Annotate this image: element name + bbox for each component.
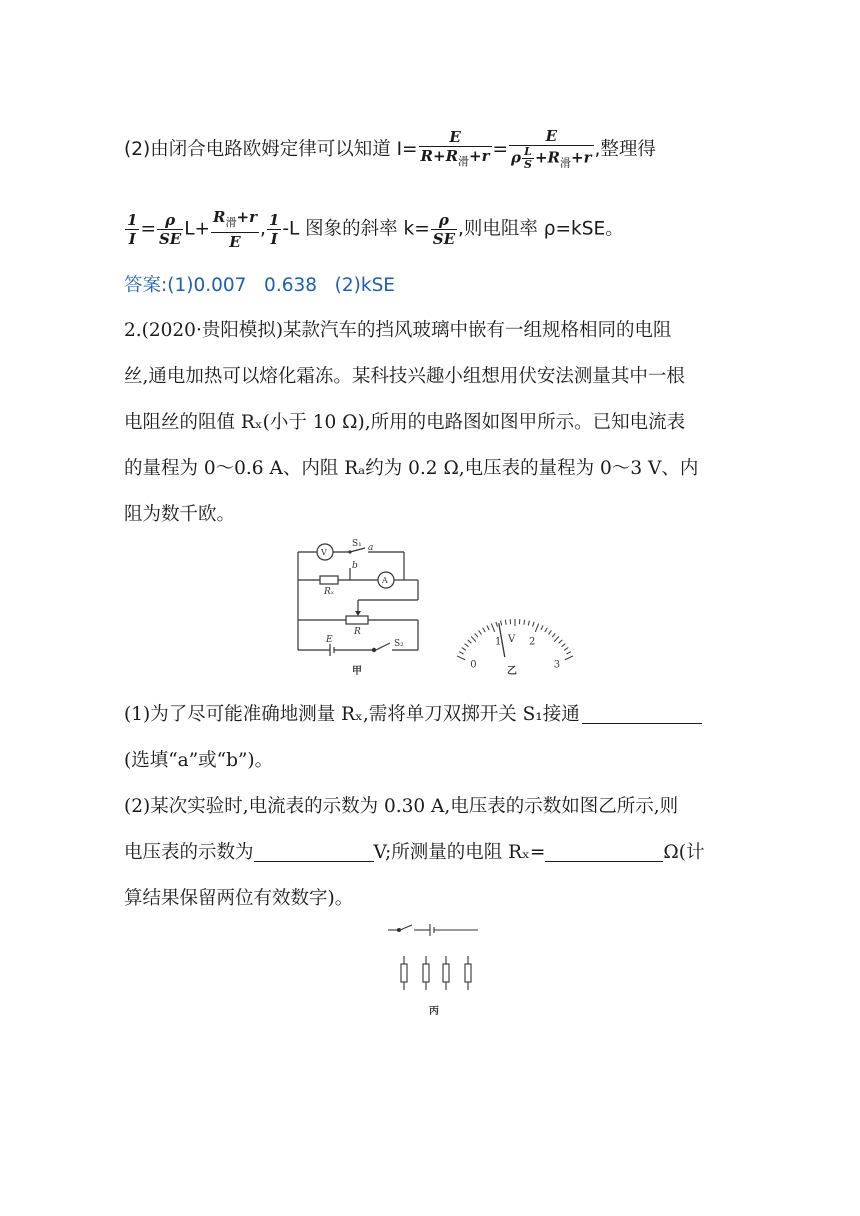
fraction-1-over-I-2 [267,211,281,248]
den-part: +R [534,148,561,167]
dial-tick [457,656,465,660]
dial-tick [483,628,486,632]
fraction-2-denominator [509,146,593,173]
solution-tail: ,整理得 [594,138,656,160]
rheostat-r-label: R [354,627,361,637]
sub1-text: (1)为了尽可能准确地测量 Rₓ,需将单刀双掷开关 S₁接通 [124,704,580,725]
ammeter-label: A [382,576,388,585]
dial-tick [541,625,543,629]
dial-tick [468,640,472,643]
question-line-4: 的量程为 0～0.6 A、内阻 Rₐ约为 0.2 Ω,电压表的量程为 0～3 V、内 [124,458,699,479]
circuit-diagram-jia [290,538,430,680]
dial-tick [545,628,548,632]
fraction-1-numerator: E [419,128,492,147]
solution-intro: (2)由闭合电路欧姆定律可以知道 I= [124,138,418,160]
num: 1 [127,211,138,229]
fraction-2 [509,127,593,173]
dial-tick [505,620,506,625]
dial-tick [535,624,538,632]
slope-text: -L 图象的斜率 k= [282,218,430,240]
den: I [270,230,278,248]
den-sub: 滑 [560,156,572,170]
sub2-line-2 [124,840,704,866]
solution-line-2 [124,208,624,251]
dial-tick [479,630,482,634]
den-part: R+R [420,147,459,166]
dial-tick [501,621,502,626]
solution-line-1 [124,127,656,173]
fraction-1-over-I [125,211,139,248]
comma: , [259,218,266,240]
den-rho: ρ [511,148,522,167]
question-line-2: 丝,通电加热可以熔化霜冻。某科技兴趣小组想用伏安法测量其中一根 [124,366,685,387]
fraction-R-over-E [211,208,259,251]
dial-tick [471,636,476,641]
dial-tick-label: 3 [553,659,561,671]
fraction-rho-over-SE [157,211,183,248]
battery-e-label: E [326,635,333,645]
num-R: R [213,208,226,226]
L-plus: L+ [184,218,211,240]
den-tail: +r [469,147,490,166]
question-line-3: 电阻丝的阻值 Rₓ(小于 10 Ω),所用的电路图如图甲所示。已知电流表 [124,412,686,433]
sub2-text-a: 电压表的示数为 [124,842,254,863]
inner-num: L [522,146,534,159]
dial-tick [465,644,469,647]
question-line-1: 2.(2020·贵阳模拟)某款汽车的挡风玻璃中嵌有一组规格相同的电阻 [124,320,672,341]
dial-tick [561,644,565,647]
dial-tick [552,633,555,637]
switch-s2-label: S₂ [394,639,404,649]
dial-unit-label: V [508,634,516,645]
num-tail: +r [236,208,257,226]
dial-tick [565,656,573,660]
dial-tick [496,622,497,627]
resistivity-result: ,则电阻率 ρ=kSE。 [458,218,624,240]
den-tail: +r [571,148,592,167]
den-sub: 滑 [458,155,470,169]
circuit-figure-bing [384,920,484,1020]
contact-a-label: a [368,543,374,553]
fraction-2-numerator: E [509,127,593,146]
dial-tick [559,640,563,643]
figure-bing-caption: 丙 [429,1006,439,1017]
dial-tick [459,652,463,654]
dial-tick [564,648,568,651]
dial-tick [554,636,559,641]
answer-text: (1)0.007 0.638 (2)kSE [167,275,395,296]
question-line-5: 阻为数千欧。 [124,504,236,525]
sub2-text-b: V;所测量的电阻 Rₓ= [373,842,546,863]
resistor-rx-label: Rₓ [324,587,334,597]
dial-tick-label: 2 [528,636,536,648]
dial-tick [524,620,525,625]
answer-blank-resistance[interactable] [545,841,663,862]
num [211,208,259,233]
figure-yi-caption: 乙 [507,666,517,677]
sub2-text-c: Ω(计 [663,842,705,863]
answer-blank-voltage[interactable] [254,841,374,862]
dial-tick [549,630,552,634]
num: 1 [268,211,280,229]
sub1-line-1 [124,702,702,728]
answer-line [124,273,395,299]
contact-b-label: b [352,561,358,571]
dial-tick [491,624,494,632]
dial-tick [528,621,529,626]
inner-fraction [522,146,534,171]
den: E [229,233,241,251]
rheostat-slider-arrow [355,611,361,616]
sub2-line-1: (2)某次实验时,电流表的示数为 0.30 A,电压表的示数如图乙所示,则 [124,796,679,817]
answer-blank-s1[interactable] [582,703,702,724]
voltmeter-dial-yi [450,588,580,680]
sub2-line-3: 算结果保留两位有效数字)。 [124,888,354,909]
dial-tick [487,625,489,629]
sub1-line-2: (选填“a”或“b”)。 [124,750,274,771]
den: SE [158,230,182,248]
dial-tick [566,652,570,654]
voltmeter-label: V [321,548,327,557]
dial-tick-label: 0 [470,659,477,671]
switch-s1-label: S₁ [352,539,362,549]
fraction-1-denominator [419,147,492,171]
fraction-1 [419,128,492,171]
num: ρ [157,211,183,230]
den: SE [432,230,456,248]
figure-jia-caption: 甲 [352,666,362,677]
fraction-rho-over-SE-2 [431,211,457,248]
equals-sign: = [140,218,156,240]
num-sub: 滑 [225,216,237,229]
den: I [128,230,136,248]
num: ρ [431,211,457,230]
inner-den: S [524,158,532,171]
dial-tick [533,622,534,627]
equals-sign: = [492,138,509,160]
dial-tick-label: 1 [495,636,502,648]
dial-tick [462,648,466,651]
answer-label: 答案: [124,275,168,296]
dial-tick [475,633,478,637]
